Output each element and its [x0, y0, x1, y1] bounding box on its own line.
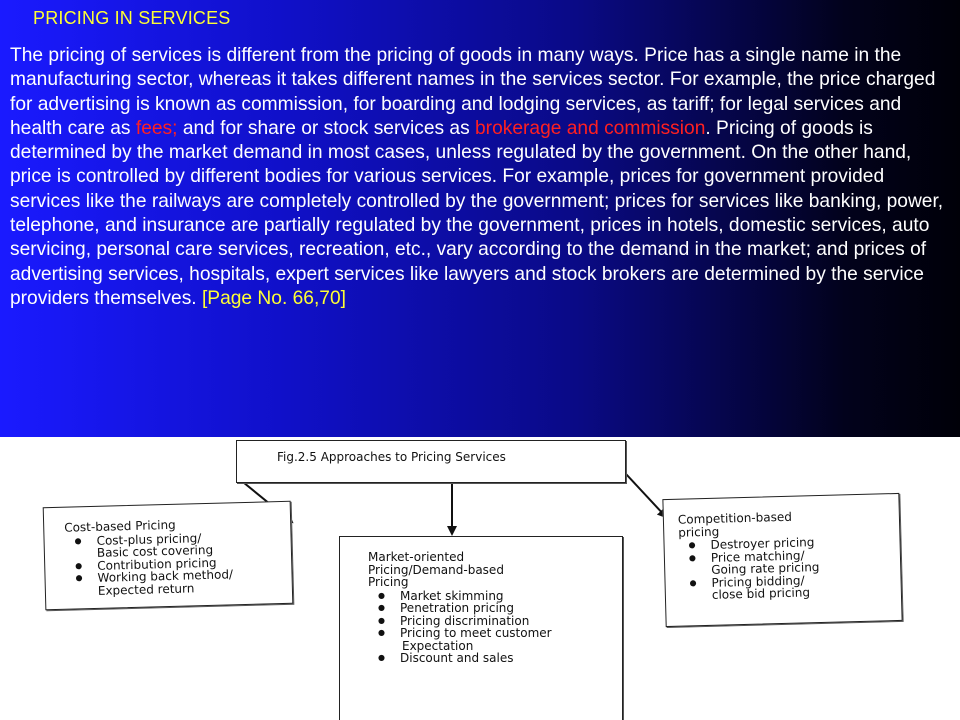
cost-based-heading: Cost-based Pricing [64, 517, 176, 535]
cost-based-pricing-box [43, 501, 294, 610]
highlight-brokerage: brokerage and commission [475, 117, 706, 139]
list-item: Expected return [97, 580, 195, 598]
market-oriented-heading-2: Pricing/Demand-based [368, 562, 504, 577]
list-item: ● Price matching/ [679, 546, 900, 564]
list-item: ● Penetration pricing [368, 602, 622, 615]
cost-based-list [64, 529, 292, 597]
market-oriented-list [368, 590, 622, 665]
list-item: Going rate pricing [711, 560, 820, 577]
competition-based-pricing-box [662, 493, 902, 627]
list-item: ● Discount and sales [368, 652, 622, 665]
body-paragraph [10, 44, 950, 311]
body-text-2: and for share or stock services as [177, 117, 476, 139]
list-item: ● Cost-plus pricing/ [64, 529, 290, 547]
figure-title: Fig.2.5 Approaches to Pricing Services [277, 450, 506, 464]
competition-list [678, 534, 901, 602]
page-reference: [Page No. 66,70] [201, 287, 346, 309]
list-item: Basic cost covering [96, 542, 214, 560]
market-oriented-heading-1: Market-oriented [368, 550, 465, 564]
highlight-fees: fees; [135, 117, 178, 139]
body-text-1: The pricing of services is different from the pricing of goods in many ways. Price has a single name in the manufacturing sector, whereas it takes different names in the services sector. For example, the price charged for advertising is known as commission, for boarding and lodging services, as tariff; for legal services and health care as [10, 45, 936, 139]
list-item: ● Contribution pricing [65, 554, 291, 572]
slide-title: PRICING IN SERVICES [33, 8, 231, 28]
list-item: ● Pricing to meet customer [368, 627, 622, 640]
list-item: ● Market skimming [368, 590, 622, 603]
market-oriented-pricing-box [339, 536, 623, 720]
competition-heading-2: pricing [678, 524, 720, 540]
list-item: ● Destroyer pricing [678, 534, 899, 552]
list-item: ● Working back method/ [65, 567, 291, 585]
competition-heading-1: Competition-based [677, 509, 793, 527]
market-oriented-heading-3: Pricing [368, 575, 409, 589]
list-item: ● Pricing discrimination [368, 615, 622, 628]
list-item: Expectation [402, 638, 474, 653]
figure-title-box [236, 440, 626, 483]
body-text-3: . Pricing of goods is determined by the market demand in most cases, unless regulated by the government. On the other hand, price is controlled by different bodies for various services. For example, prices for government provided services like the railways are completely controlled by the government; prices for services like banking, power, telephone, and insurance are partially regulated by the government, prices in hotels, domestic services, auto servicing, personal care services, recreation, etc., vary according to the demand in the market; and prices of advertising services, hospitals, expert services like lawyers and stock brokers are determined by the service providers themselves. [10, 117, 944, 309]
list-item: ● Pricing bidding/ [679, 571, 900, 589]
list-item: close bid pricing [711, 585, 811, 602]
